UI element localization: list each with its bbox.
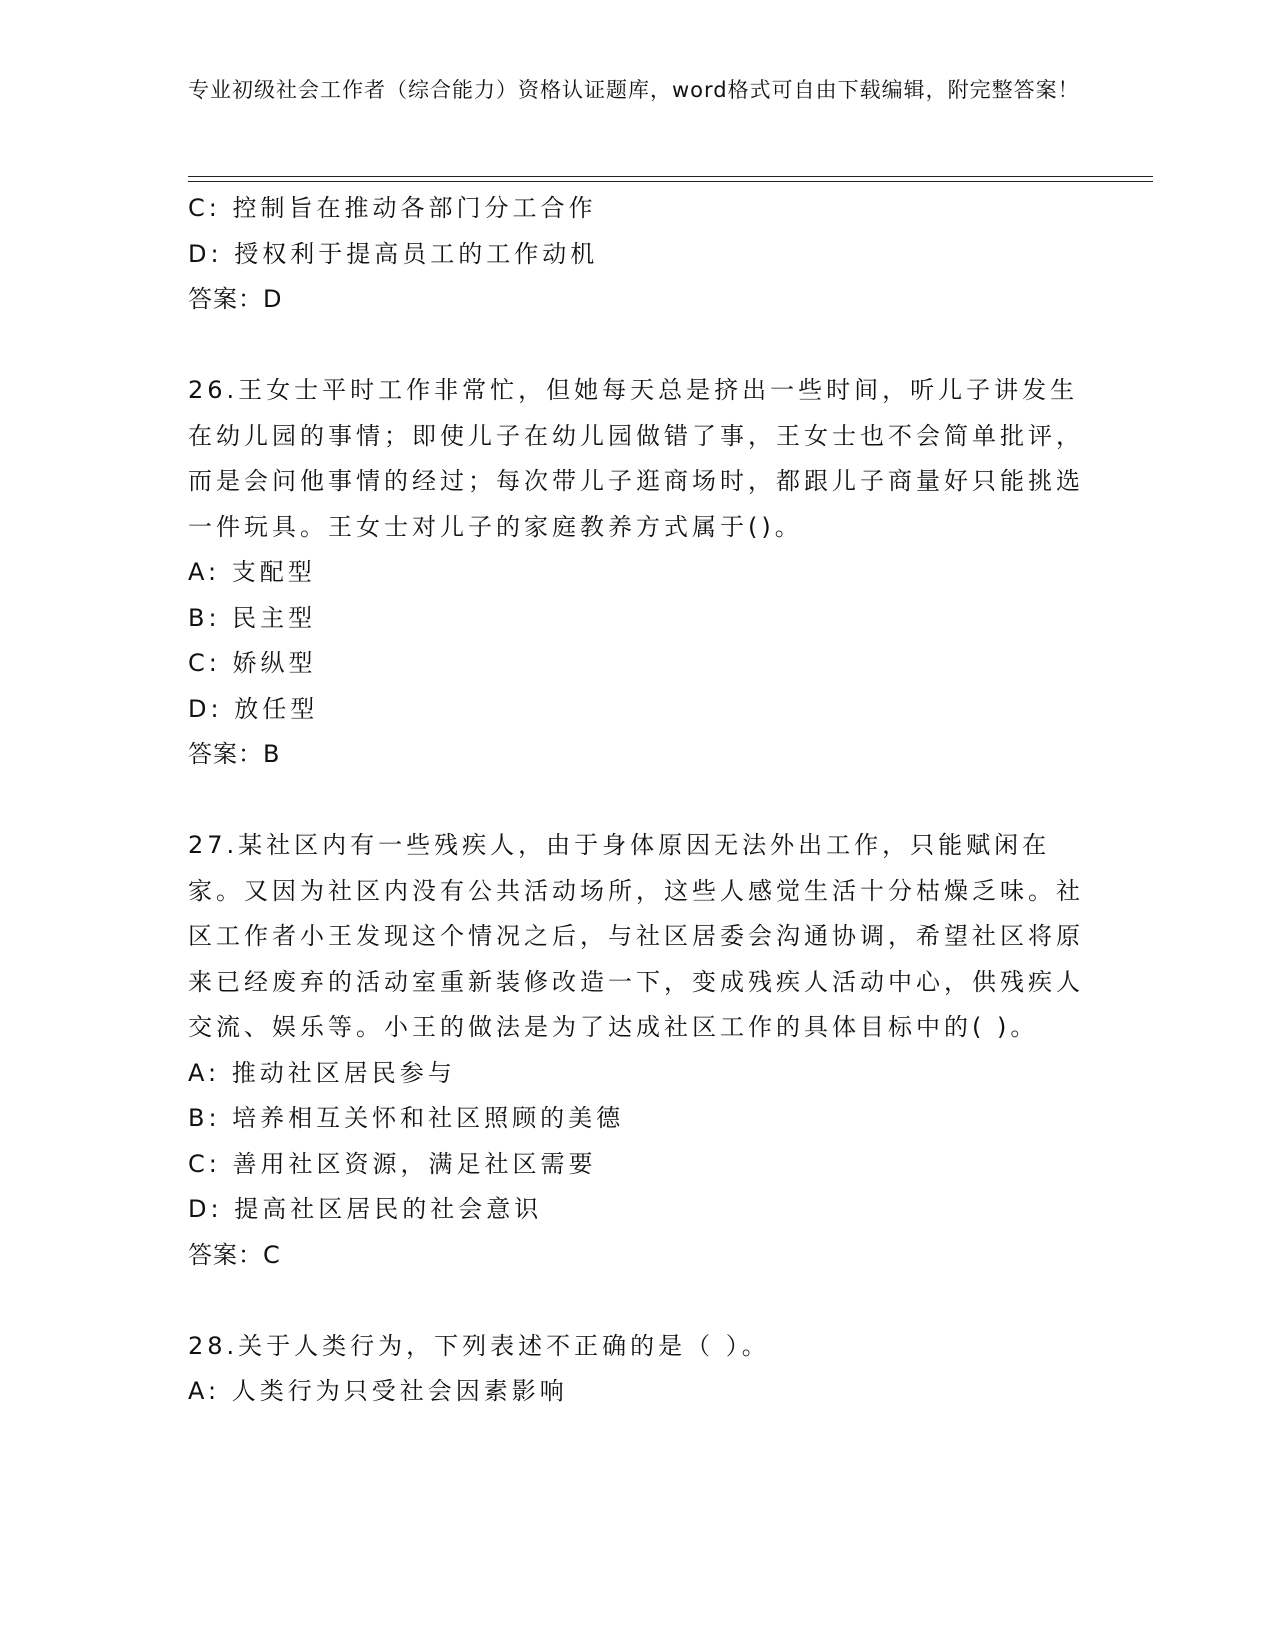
question-stem: 28.关于人类行为，下列表述不正确的是（ ）。 <box>188 1331 770 1360</box>
page-header: 专业初级社会工作者（综合能力）资格认证题库，word格式可自由下载编辑，附完整答案！ <box>188 78 1080 102</box>
question-block-26 <box>188 368 1088 778</box>
answer-line: 答案：B <box>188 740 281 768</box>
option-a: A: 人类行为只受社会因素影响 <box>188 1377 568 1405</box>
header-divider <box>188 176 1153 177</box>
question-stem: 27.某社区内有一些残疾人，由于身体原因无法外出工作，只能赋闲在家。又因为社区内没有公共活动场所，这些人感觉生活十分枯燥乏味。社区工作者小王发现这个情况之后，与社区居委会沟通协调，希望社区将原来已经废弃的活动室重新装修改造一下，变成残疾人活动中心，供残疾人交流、娱乐等。小王的做法是为了达成社区工作的具体目标中的( )。 <box>188 831 1084 1041</box>
question-block-27 <box>188 823 1088 1278</box>
question-block-25 <box>188 186 1088 323</box>
option-b: B: 培养相互关怀和社区照顾的美德 <box>188 1104 625 1132</box>
option-d: D: 提高社区居民的社会意识 <box>188 1195 543 1223</box>
option-c: C: 控制旨在推动各部门分工合作 <box>188 194 597 222</box>
option-b: B: 民主型 <box>188 603 317 632</box>
option-d: D: 放任型 <box>188 694 319 723</box>
question-stem: 26.王女士平时工作非常忙，但她每天总是挤出一些时间，听儿子讲发生在幼儿园的事情；即使儿子在幼儿园做错了事，王女士也不会简单批评，而是会问他事情的经过；每次带儿子逛商场时，都跟儿子商量好只能挑选一件玩具。王女士对儿子的家庭教养方式属于()。 <box>188 376 1084 541</box>
header-divider <box>188 181 1153 182</box>
answer-line: 答案：C <box>188 1240 281 1269</box>
option-a: A: 推动社区居民参与 <box>188 1058 456 1087</box>
answer-line: 答案：D <box>188 285 283 313</box>
question-block-28 <box>188 1324 1088 1415</box>
question-list <box>188 186 1088 1415</box>
option-c: C: 善用社区资源，满足社区需要 <box>188 1149 597 1178</box>
option-c: C: 娇纵型 <box>188 649 317 677</box>
option-d: D: 授权利于提高员工的工作动机 <box>188 239 599 268</box>
option-a: A: 支配型 <box>188 558 316 586</box>
